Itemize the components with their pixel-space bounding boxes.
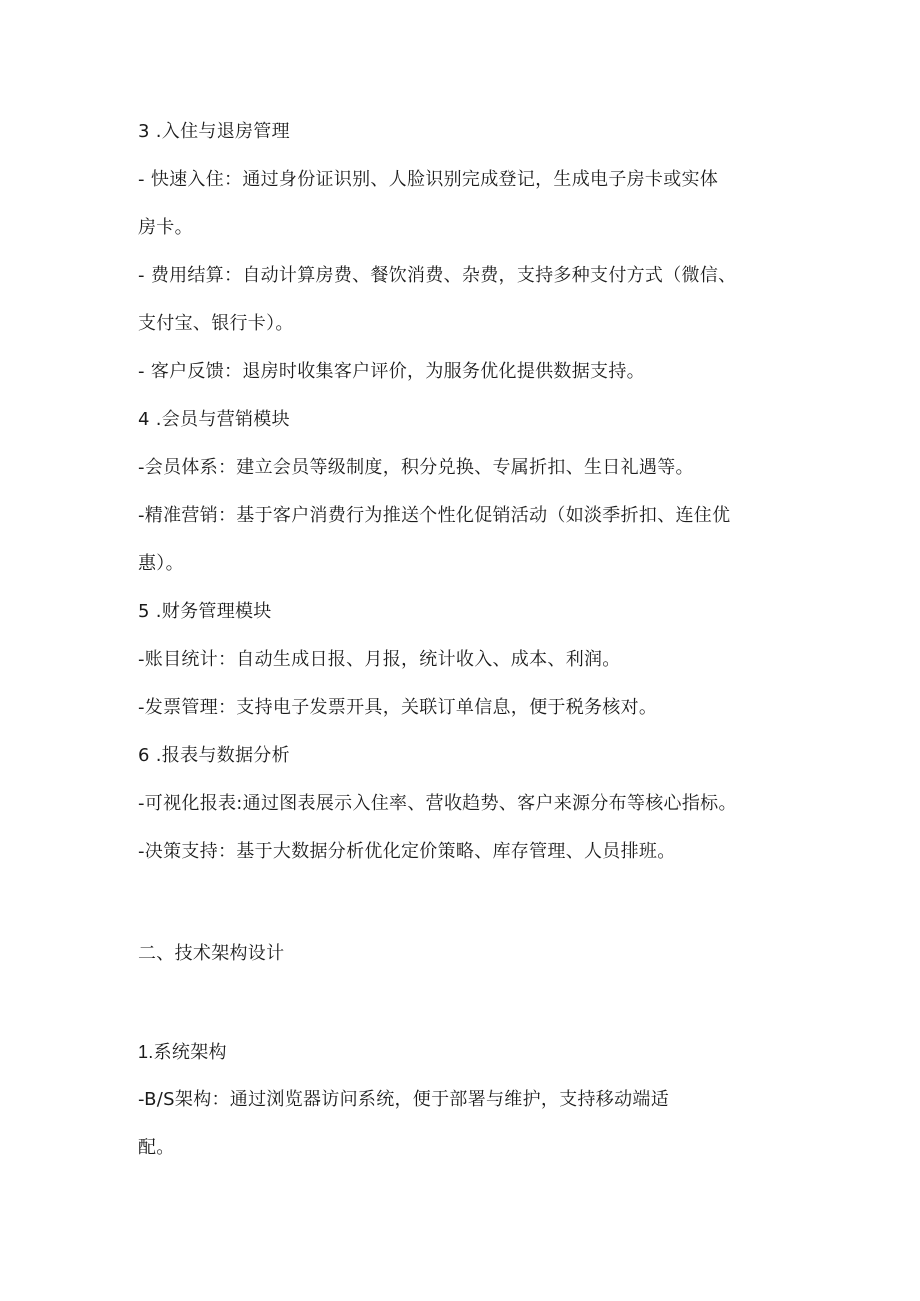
paragraph-line: - 费用结算：自动计算房费、餐饮消费、杂费，支持多种支付方式（微信、 [138, 265, 737, 286]
paragraph-line: 惠）。 [138, 553, 184, 574]
section-heading-6: 6 .报表与数据分析 [138, 745, 290, 766]
paragraph-line: 房卡。 [138, 217, 193, 238]
paragraph-line: - 快速入住：通过身份证识别、人脸识别完成登记，生成电子房卡或实体 [138, 169, 719, 190]
paragraph-line: -B/S架构：通过浏览器访问系统，便于部署与维护，支持移动端适 [138, 1089, 669, 1110]
paragraph-line: -账目统计：自动生成日报、月报，统计收入、成本、利润。 [138, 649, 621, 670]
chapter-heading: 二、技术架构设计 [138, 943, 285, 964]
paragraph-line: -发票管理：支持电子发票开具，关联订单信息，便于税务核对。 [138, 697, 658, 718]
subsection-heading: 1.系统架构 [138, 1042, 227, 1062]
paragraph-line: -精准营销：基于客户消费行为推送个性化促销活动（如淡季折扣、连住优 [138, 505, 731, 526]
paragraph-line: 支付宝、银行卡）。 [138, 313, 294, 334]
paragraph-line: - 客户反馈：退房时收集客户评价，为服务优化提供数据支持。 [138, 361, 645, 382]
section-heading-3: 3 .入住与退房管理 [138, 121, 290, 142]
paragraph-line: -决策支持：基于大数据分析优化定价策略、库存管理、人员排班。 [138, 841, 676, 862]
paragraph-line: -可视化报表:通过图表展示入住率、营收趋势、客户来源分布等核心指标。 [138, 793, 737, 814]
paragraph-line: -会员体系：建立会员等级制度，积分兑换、专属折扣、生日礼遇等。 [138, 457, 694, 478]
section-heading-5: 5 .财务管理模块 [138, 601, 272, 622]
paragraph-line: 配。 [138, 1137, 175, 1158]
section-heading-4: 4 .会员与营销模块 [138, 409, 290, 430]
